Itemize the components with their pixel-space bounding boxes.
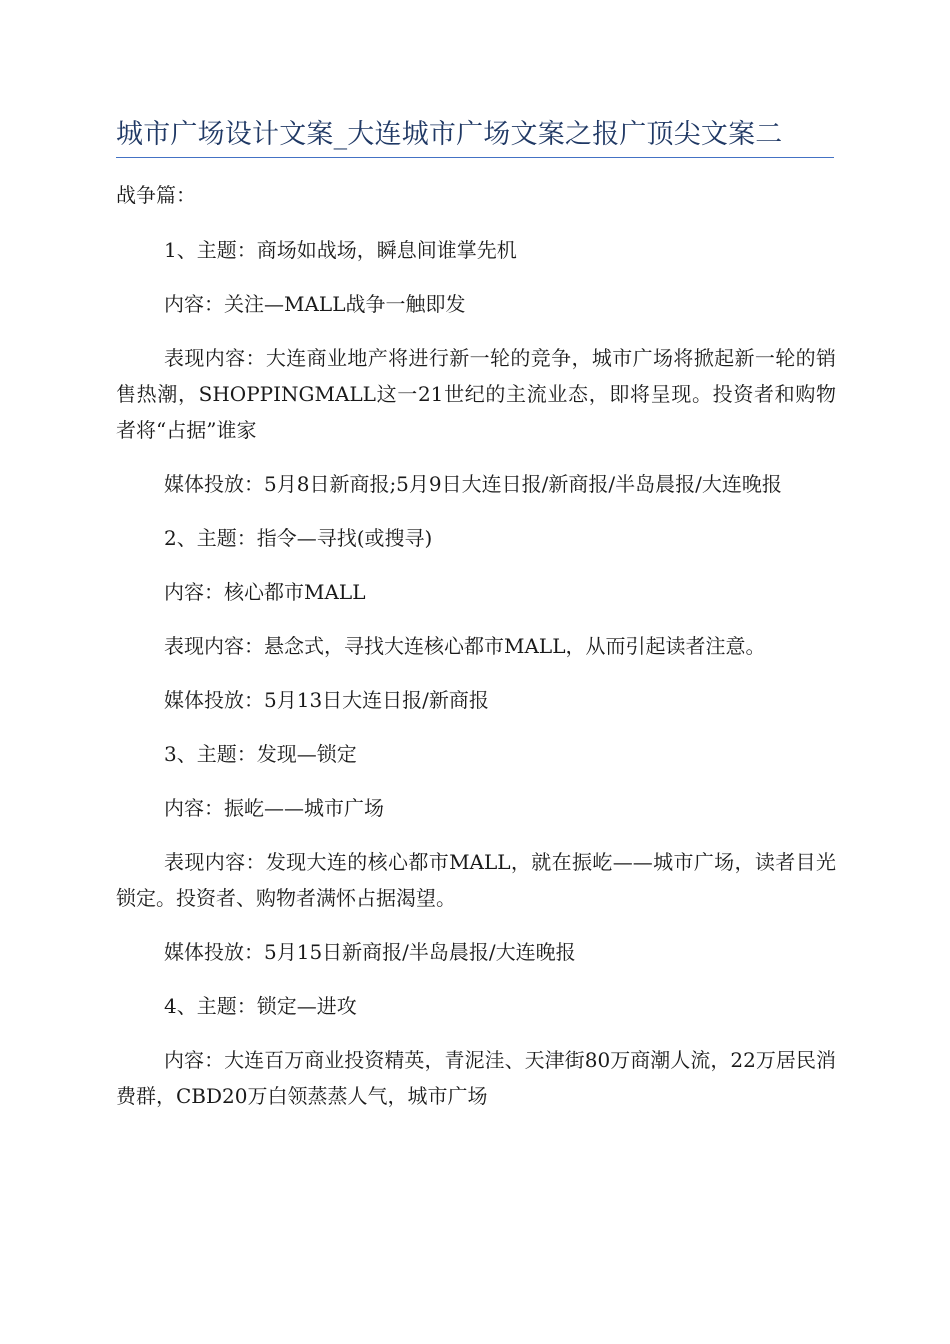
paragraph-topic-4: 4、主题：锁定—进攻 xyxy=(164,994,357,1018)
section-heading: 战争篇： xyxy=(116,183,196,207)
paragraph-content-4: 内容：大连百万商业投资精英，青泥洼、天津街80万商潮人流，22万居民消费群，CBD20万白领蒸蒸人气，城市广场 xyxy=(116,1048,836,1108)
paragraph-expression-3: 表现内容：发现大连的核心都市MALL，就在振屹——城市广场，读者目光锁定。投资者、购物者满怀占据渴望。 xyxy=(116,850,836,910)
paragraph-media-1: 媒体投放：5月8日新商报;5月9日大连日报/新商报/半岛晨报/大连晚报 xyxy=(164,472,782,496)
paragraph-media-3: 媒体投放：5月15日新商报/半岛晨报/大连晚报 xyxy=(164,940,576,964)
paragraph-content-2: 内容：核心都市MALL xyxy=(164,580,366,604)
paragraph-topic-1: 1、主题：商场如战场，瞬息间谁掌先机 xyxy=(164,238,517,262)
paragraph-expression-2: 表现内容：悬念式，寻找大连核心都市MALL，从而引起读者注意。 xyxy=(164,634,766,658)
document-title: 城市广场设计文案_大连城市广场文案之报广顶尖文案二 xyxy=(116,119,783,150)
document-body xyxy=(116,232,836,1132)
paragraph-expression-1: 表现内容：大连商业地产将进行新一轮的竞争，城市广场将掀起新一轮的销售热潮，SHOPPINGMALL这一21世纪的主流业态，即将呈现。投资者和购物者将“占据”谁家 xyxy=(116,346,836,442)
title-underline xyxy=(116,157,834,158)
paragraph-media-2: 媒体投放：5月13日大连日报/新商报 xyxy=(164,688,489,712)
paragraph-topic-2: 2、主题：指令—寻找(或搜寻) xyxy=(164,526,433,550)
paragraph-content-1: 内容：关注—MALL战争一触即发 xyxy=(164,292,466,316)
paragraph-topic-3: 3、主题：发现—锁定 xyxy=(164,742,357,766)
paragraph-content-3: 内容：振屹——城市广场 xyxy=(164,796,384,820)
